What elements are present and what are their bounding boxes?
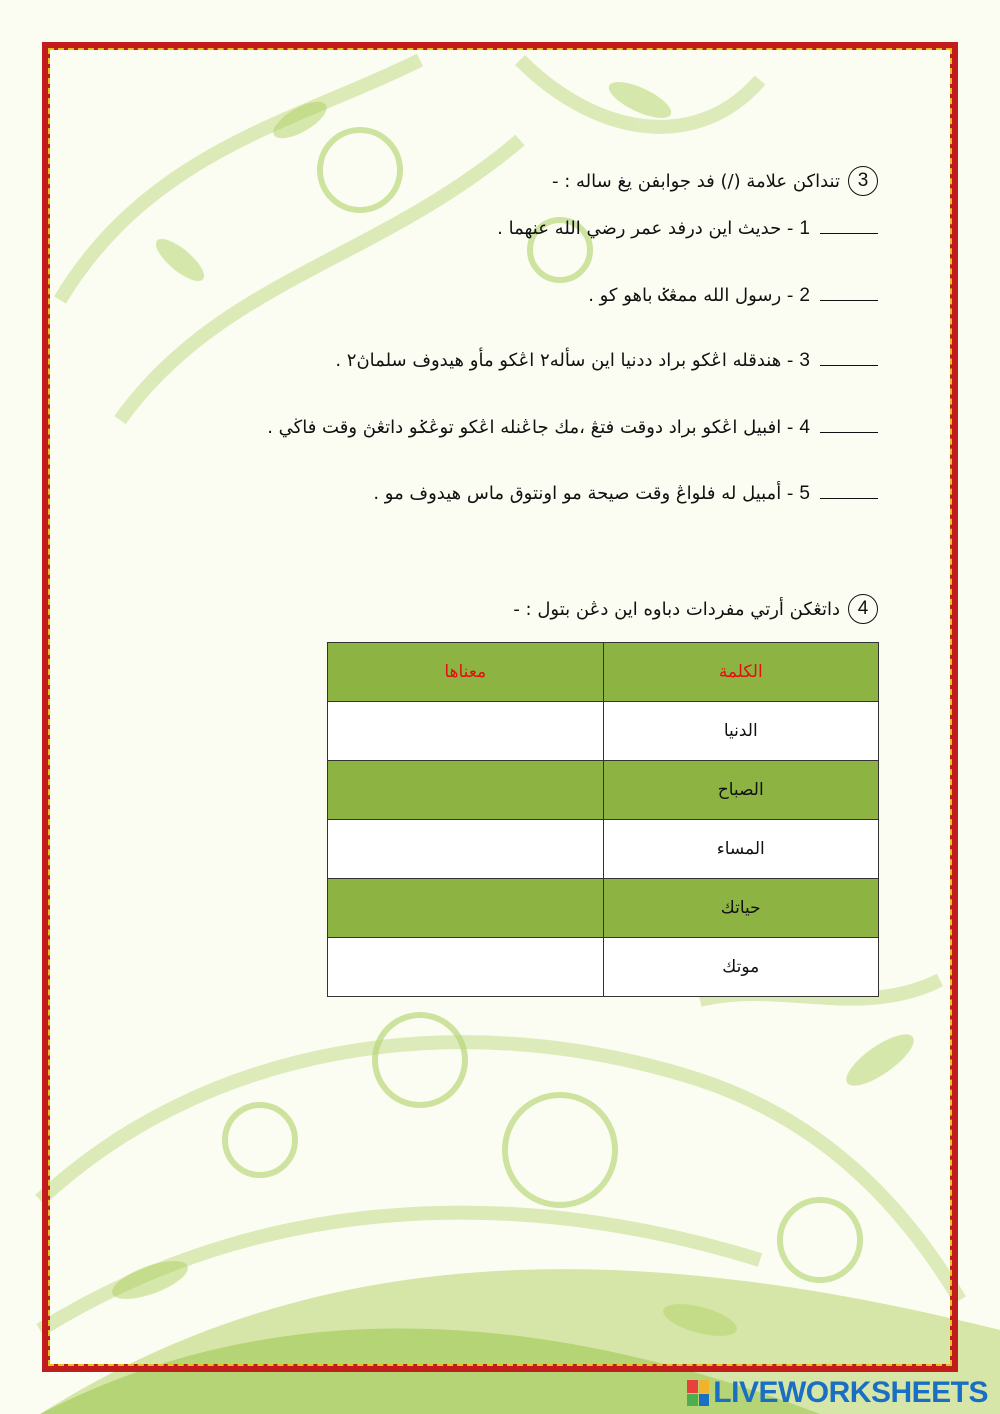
answer-blank-4[interactable] (820, 418, 878, 433)
answer-blank-2[interactable] (820, 286, 878, 301)
section-3-title: تنداكن علامة (/) فد جوابفن يغ ساله : - (552, 170, 840, 192)
question-item-1 (497, 218, 878, 240)
table-row (328, 879, 879, 938)
meaning-answer-cell[interactable] (328, 820, 604, 879)
brand-wordmark: LIVEWORKSHEETS (713, 1376, 988, 1409)
table-row (328, 761, 879, 820)
section-3-number: 3 (848, 166, 878, 196)
table-header-row (328, 643, 879, 702)
section-4-number: 4 (848, 594, 878, 624)
word-cell: الدنيا (603, 702, 879, 761)
word-cell: المساء (603, 820, 879, 879)
question-number-1: 1 (799, 218, 810, 239)
question-number-3: 3 (799, 350, 810, 371)
question-item-2 (588, 285, 878, 307)
header-word: الكلمة (603, 643, 879, 702)
word-cell: حياتك (603, 879, 879, 938)
question-item-3 (335, 350, 878, 372)
vocabulary-table (327, 642, 879, 997)
answer-blank-1[interactable] (820, 219, 878, 234)
table-row (328, 820, 879, 879)
question-item-4 (267, 417, 878, 439)
word-cell: الصباح (603, 761, 879, 820)
meaning-answer-cell[interactable] (328, 879, 604, 938)
question-number-4: 4 (799, 417, 810, 438)
table-row (328, 938, 879, 997)
liveworksheets-brand[interactable] (687, 1376, 988, 1410)
question-number-2: 2 (799, 285, 810, 306)
answer-blank-5[interactable] (820, 484, 878, 499)
meaning-answer-cell[interactable] (328, 702, 604, 761)
section-4-heading (513, 594, 878, 624)
question-text-3: - هندقله اڠكو براد ددنيا اين سأله٢ اڠكو مأو هيدوف سلماڽ٢ . (335, 350, 794, 371)
question-item-5 (373, 483, 878, 505)
section-3-heading (552, 166, 878, 196)
question-text-5: - أمبيل له فلواڠ وقت صيحة مو اونتوق ماس هيدوف مو . (373, 483, 794, 504)
section-4-title: داتڠكن أرتي مفردات دباوه اين دڠن بتول : - (513, 598, 840, 620)
question-text-1: - حديث اين درفد عمر رضي الله عنهما . (497, 218, 794, 239)
question-text-4: - افبيل اڠكو براد دوقت فتڠ ،مك جاڠنله اڠكو توڠݢو داتڠڽ وقت فاڬي . (267, 417, 794, 438)
table-row (328, 702, 879, 761)
meaning-answer-cell[interactable] (328, 938, 604, 997)
liveworksheets-logo-icon (687, 1380, 709, 1406)
header-meaning: معناها (328, 643, 604, 702)
meaning-answer-cell[interactable] (328, 761, 604, 820)
question-number-5: 5 (799, 483, 810, 504)
answer-blank-3[interactable] (820, 351, 878, 366)
question-text-2: - رسول الله ممڠݢ باهو كو . (588, 285, 794, 306)
word-cell: موتك (603, 938, 879, 997)
